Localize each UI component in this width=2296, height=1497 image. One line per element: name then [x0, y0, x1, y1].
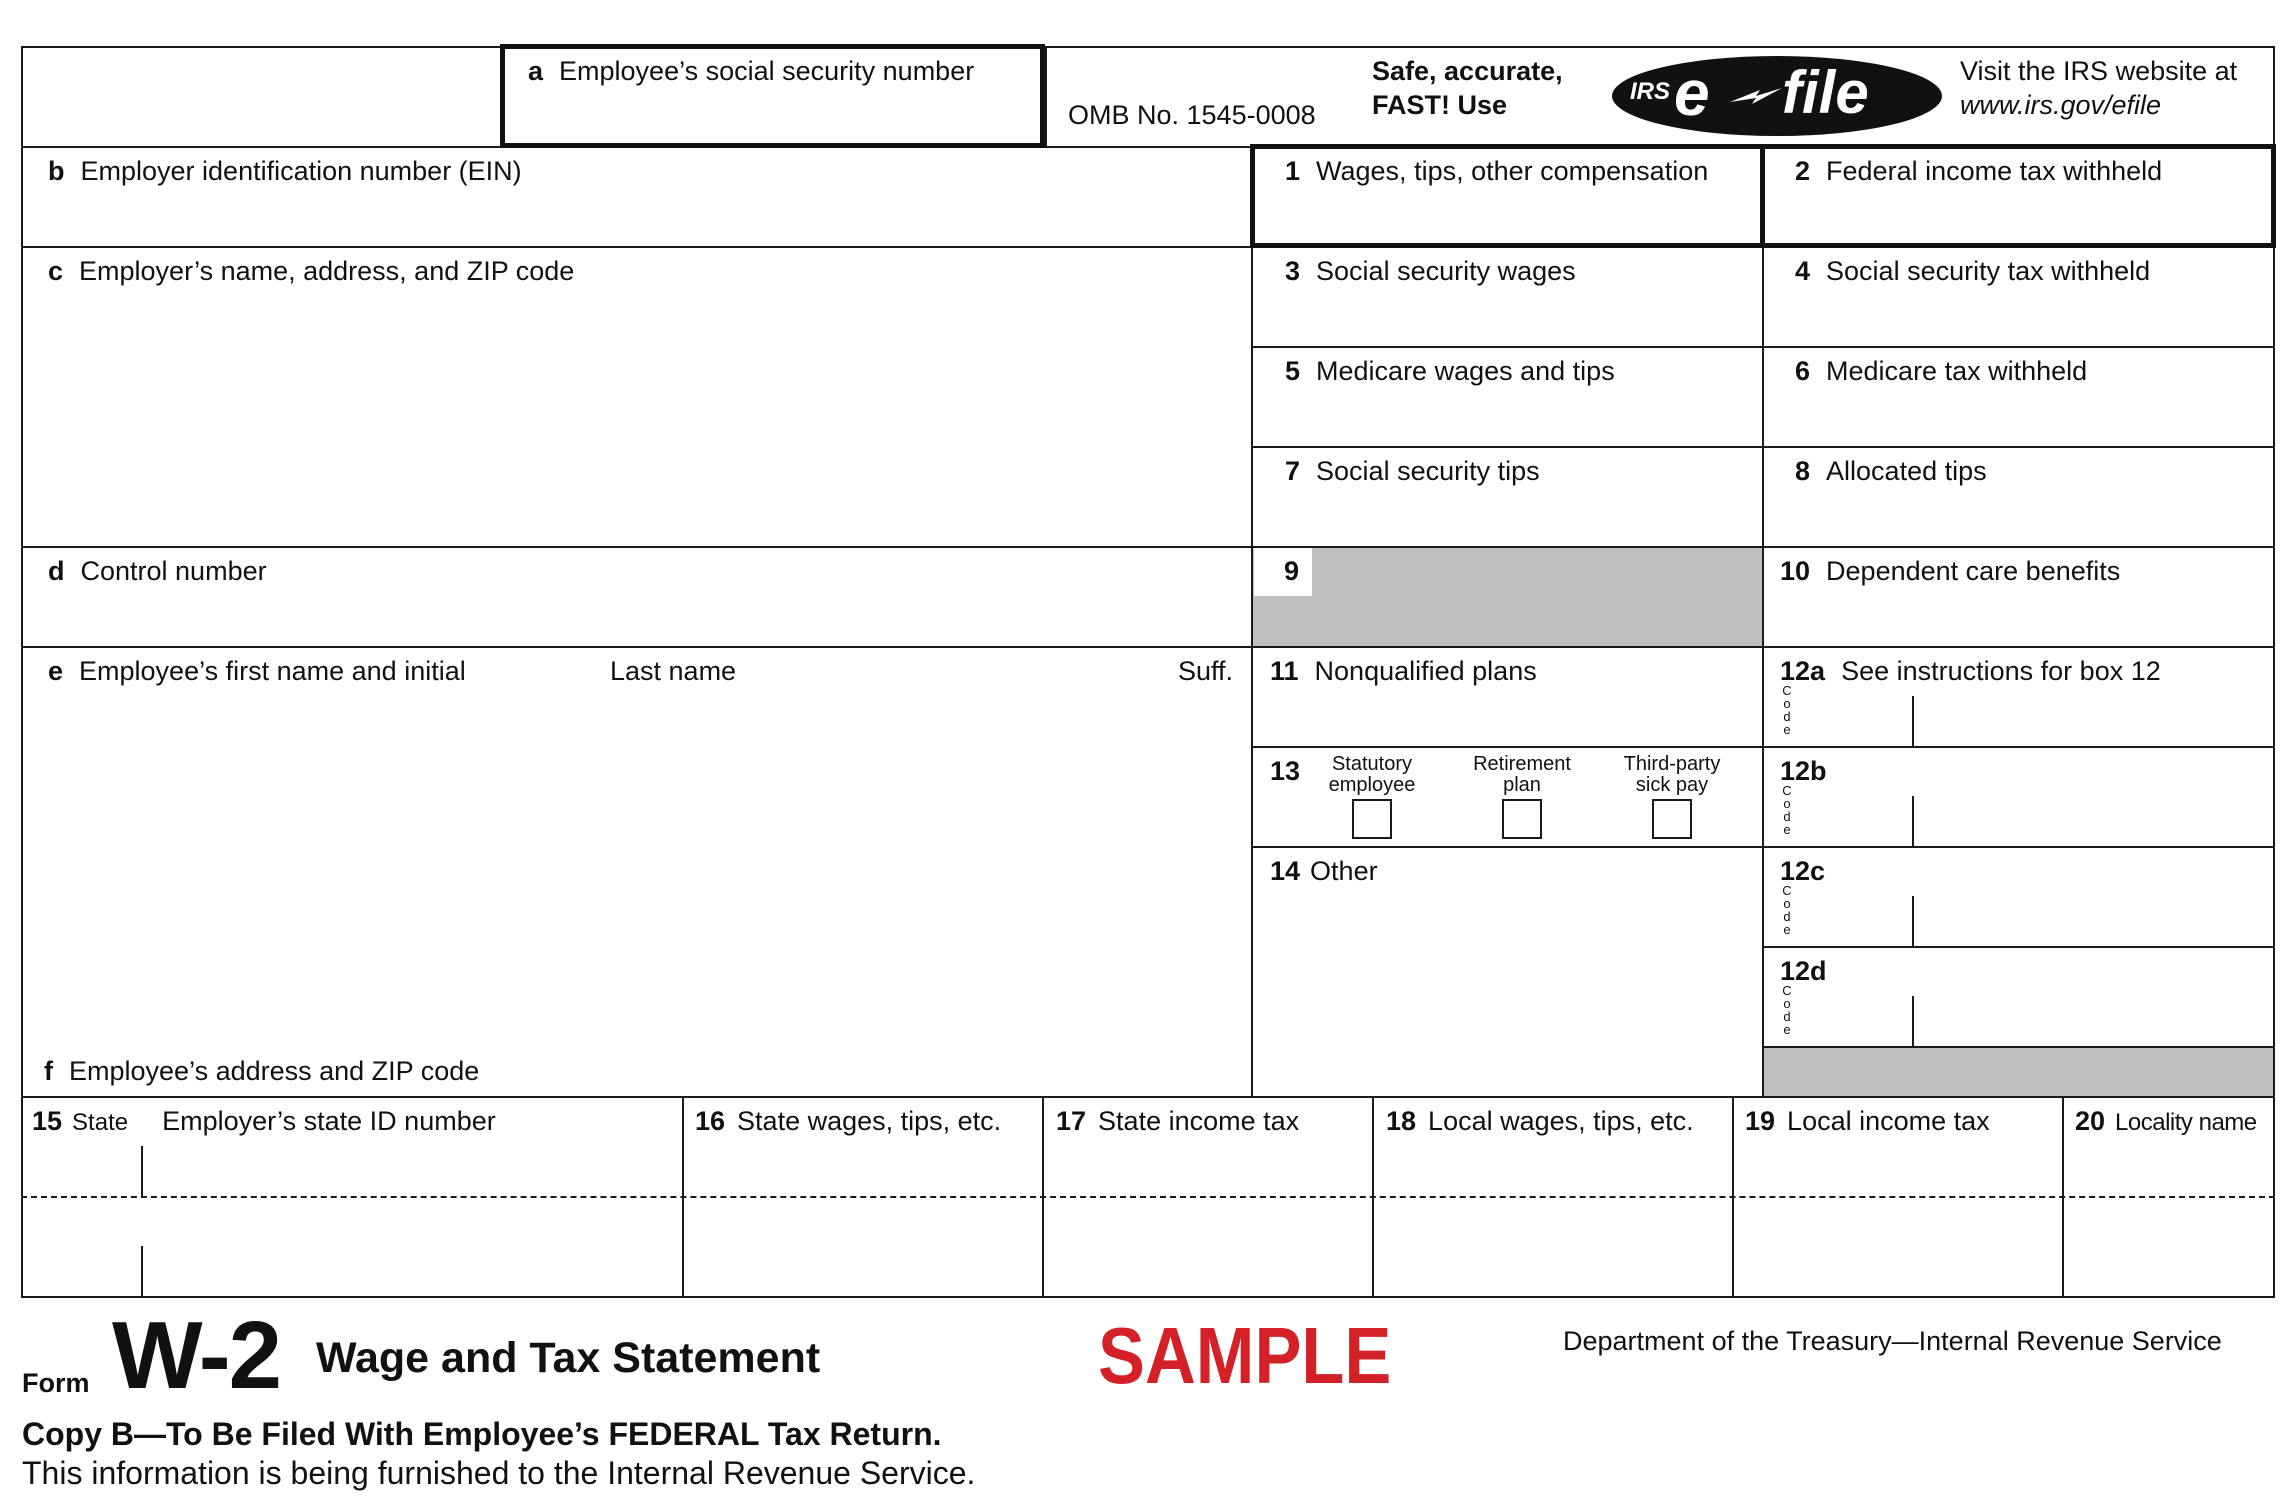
box-e-last-name-label: Last name: [610, 656, 737, 686]
omb-number: OMB No. 1545-0008: [1068, 100, 1316, 130]
line-d-e: [21, 646, 1253, 648]
box-d-label: d Control number: [48, 556, 267, 586]
efile-logo-e: e: [1674, 57, 1710, 129]
code-label-12d: C o d e: [1782, 983, 1792, 1037]
box-5-label: 5 Medicare wages and tips: [1285, 356, 1615, 386]
box-e-suffix-label: Suff.: [1178, 656, 1234, 686]
box-2-label: 2 Federal income tax withheld: [1795, 156, 2163, 186]
box-11-label: 11 Nonqualified plans: [1270, 656, 1537, 686]
box-6-label: 6 Medicare tax withheld: [1795, 356, 2088, 386]
furnished-info: This information is being furnished to the Internal Revenue Service.: [22, 1455, 976, 1491]
vline-16-17: [1042, 1096, 1044, 1296]
box-14-label: 14 Other: [1270, 856, 1378, 886]
vline-code-12b: [1912, 796, 1914, 846]
form-word: Form: [22, 1368, 90, 1398]
retirement-plan-label: Retirement plan: [1473, 753, 1571, 796]
vline-state-id-bottom: [141, 1246, 143, 1296]
vline-omb: [1045, 46, 1047, 146]
efile-tagline-2: FAST! Use: [1372, 90, 1508, 120]
code-label-12b: C o d e: [1782, 783, 1792, 837]
box-15-label: 15 State Employer’s state ID number: [32, 1106, 496, 1136]
box-9-shaded: [1253, 548, 1762, 646]
third-party-sick-pay-checkbox[interactable]: [1652, 799, 1692, 839]
form-bottom-border: [21, 1296, 2275, 1298]
vline-18-19: [1732, 1096, 1734, 1296]
box-17-label: 17 State income tax: [1056, 1106, 1300, 1136]
line-b-c: [21, 246, 1253, 248]
efile-logo-file: file: [1782, 59, 1869, 126]
department-label: Department of the Treasury—Internal Revenue Service: [1563, 1326, 2222, 1356]
box-8-label: 8 Allocated tips: [1795, 456, 1987, 486]
statutory-employee-label: Statutory employee: [1328, 753, 1416, 796]
box-b-label: b Employer identification number (EIN): [48, 156, 522, 186]
code-label-12c: C o d e: [1782, 883, 1792, 937]
box-20-label: 20 Locality name: [2075, 1106, 2257, 1136]
vline-code-12d: [1912, 996, 1914, 1046]
vline-right: [1762, 146, 1764, 1096]
statutory-employee-checkbox[interactable]: [1352, 799, 1392, 839]
line-12d: [1762, 946, 2275, 948]
box-12-bottom-shaded: [1764, 1048, 2273, 1096]
retirement-plan-checkbox[interactable]: [1502, 799, 1542, 839]
vline-state-id-top: [141, 1146, 143, 1196]
efile-logo-irs: IRS: [1630, 78, 1671, 105]
box-12c-number: 12c: [1780, 856, 1826, 886]
vline-code-12c: [1912, 896, 1914, 946]
irs-efile-logo: [1610, 54, 1944, 138]
box-12a-label: 12a See instructions for box 12: [1780, 656, 2161, 686]
box-10-label: 10 Dependent care benefits: [1780, 556, 2121, 586]
box-9-num-bg: [1254, 548, 1312, 596]
vline-17-18: [1372, 1096, 1374, 1296]
box-3-label: 3 Social security wages: [1285, 256, 1576, 286]
box-f-label: f Employee’s address and ZIP code: [44, 1056, 480, 1086]
box-c-label: c Employer’s name, address, and ZIP code: [48, 256, 575, 286]
box-7-label: 7 Social security tips: [1285, 456, 1540, 486]
code-label-12a: C o d e: [1782, 683, 1792, 737]
vline-19-20: [2062, 1096, 2064, 1296]
box-12d-number: 12d: [1780, 956, 1827, 986]
box-1-label: 1 Wages, tips, other compensation: [1285, 156, 1709, 186]
box-e-label: e Employee’s first name and initial: [48, 656, 466, 686]
box-a-label: a Employee’s social security number: [528, 56, 975, 86]
box-4-label: 4 Social security tax withheld: [1795, 256, 2151, 286]
form-title: Wage and Tax Statement: [316, 1334, 821, 1382]
visit-irs-line-1: Visit the IRS website at: [1960, 56, 2238, 86]
form-top-border: [21, 46, 2275, 48]
state-row-dashed-divider: [21, 1196, 2275, 1198]
form-left-border: [21, 46, 23, 1298]
box-19-label: 19 Local income tax: [1745, 1106, 1990, 1136]
third-party-sick-pay-label: Third-party sick pay: [1623, 753, 1721, 796]
box-9-number: 9: [1284, 556, 1300, 586]
efile-tagline-1: Safe, accurate,: [1372, 56, 1563, 86]
box-18-label: 18 Local wages, tips, etc.: [1386, 1106, 1694, 1136]
sample-watermark: SAMPLE: [1098, 1311, 1392, 1400]
box-12b-number: 12b: [1780, 756, 1827, 786]
line-c-d: [21, 546, 1253, 548]
vline-code-12a: [1912, 696, 1914, 746]
box-16-label: 16 State wages, tips, etc.: [695, 1106, 1002, 1136]
vline-15-16: [682, 1096, 684, 1296]
box-13-number: 13: [1270, 756, 1301, 786]
visit-irs-link[interactable]: www.irs.gov/efile: [1960, 90, 2162, 120]
line-state-top: [21, 1096, 2275, 1098]
form-id-w2: W-2: [112, 1302, 281, 1409]
copy-b-instruction: Copy B—To Be Filed With Employee’s FEDERAL Tax Return.: [22, 1416, 942, 1452]
